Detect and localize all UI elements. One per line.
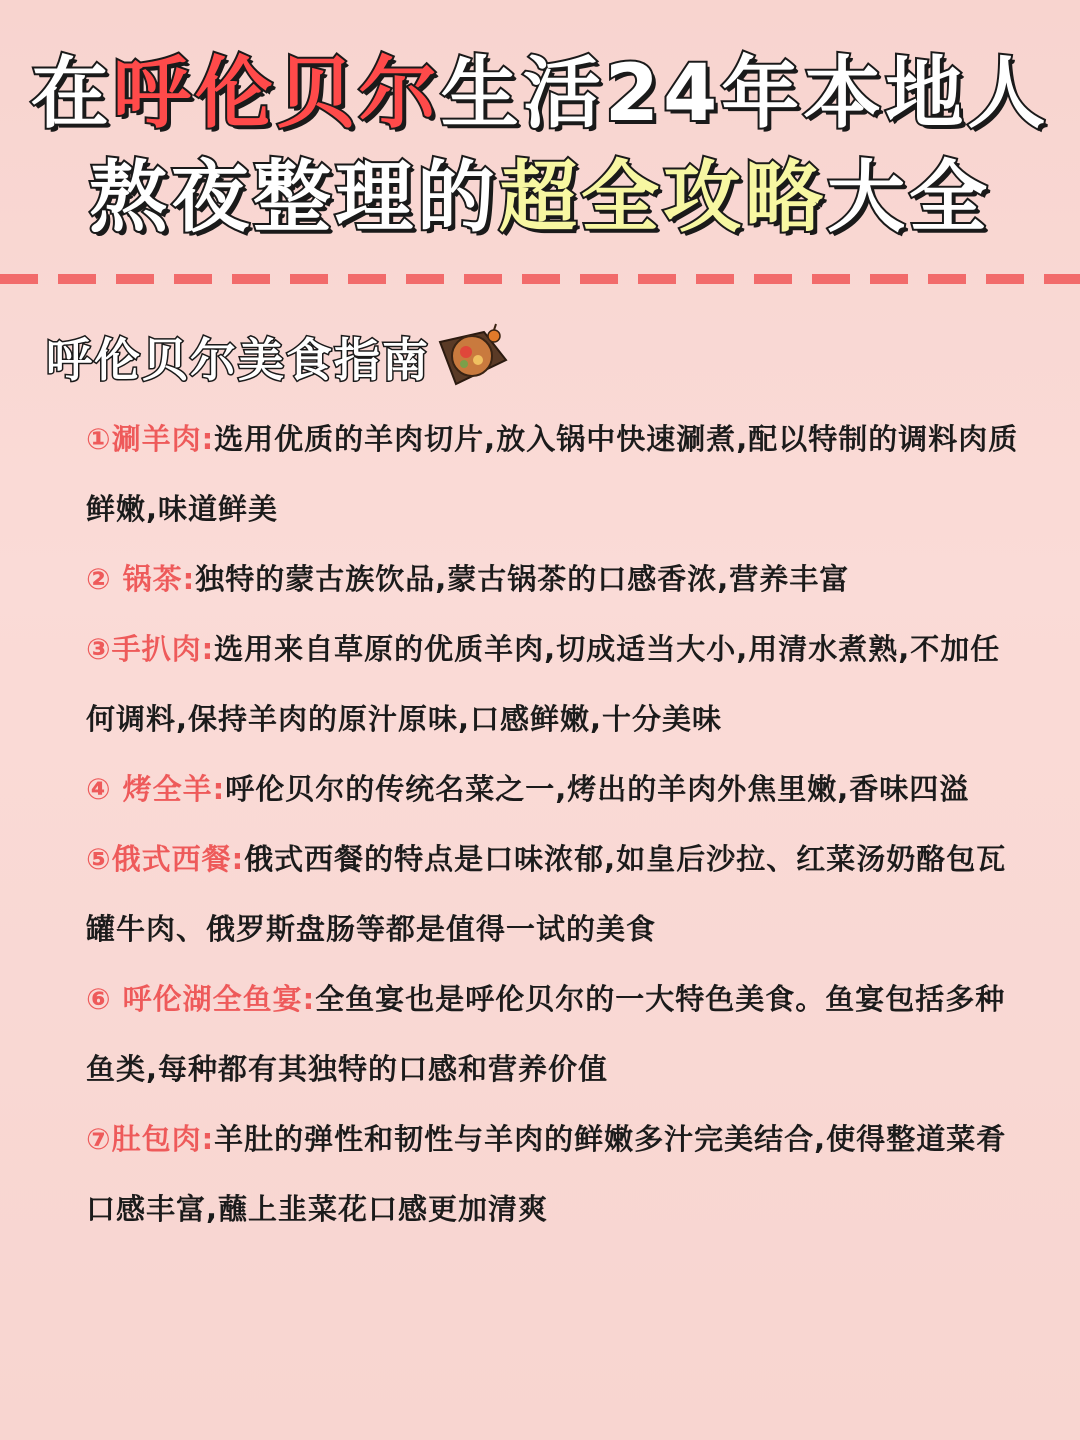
title-line-2	[0, 150, 1080, 246]
item-number: ②	[86, 562, 112, 596]
item-description: 全鱼宴也是呼伦贝尔的一大特色美食。鱼宴包括多种鱼类,每种都有其独特的口感和营养价值	[86, 982, 1006, 1086]
item-description: 选用来自草原的优质羊肉,切成适当大小,用清水煮熟,不加任何调料,保持羊肉的原汁原味,口感鲜嫩,十分美味	[86, 632, 1001, 736]
food-platter-icon	[436, 322, 512, 392]
list-item	[86, 614, 1026, 754]
item-description: 羊肚的弹性和韧性与羊肉的鲜嫩多汁完美结合,使得整道菜肴口感丰富,蘸上韭菜花口感更加清爽	[86, 1122, 1007, 1226]
section-title: 呼伦贝尔美食指南	[46, 333, 430, 387]
item-description: 呼伦贝尔的传统名菜之一,烤出的羊肉外焦里嫩,香味四溢	[225, 772, 970, 806]
list-item	[86, 1104, 1026, 1244]
item-number: ①	[86, 422, 112, 456]
list-item	[86, 964, 1026, 1104]
item-name: 俄式西餐:	[111, 842, 245, 876]
section-heading	[46, 322, 512, 392]
list-item	[86, 754, 1026, 824]
list-item	[86, 824, 1026, 964]
title-suffix: 生活24年本地人	[440, 49, 1050, 139]
item-name: 烤全羊:	[111, 772, 226, 806]
dashed-divider	[0, 274, 1080, 284]
item-number: ⑥	[86, 982, 112, 1016]
subtitle-suffix: 大全	[827, 153, 992, 243]
item-description: 选用优质的羊肉切片,放入锅中快速涮煮,配以特制的调料肉质鲜嫩,味道鲜美	[86, 422, 1019, 526]
list-item	[86, 404, 1026, 544]
item-name: 锅茶:	[111, 562, 196, 596]
item-name: 涮羊肉:	[111, 422, 215, 456]
title-highlight-city: 呼伦贝尔	[112, 49, 441, 139]
item-number: ④	[86, 772, 112, 806]
item-name: 肚包肉:	[111, 1122, 215, 1156]
item-description: 独特的蒙古族饮品,蒙古锅茶的口感香浓,营养丰富	[195, 562, 850, 596]
subtitle-prefix: 熬夜整理的	[88, 153, 499, 243]
title-prefix: 在	[30, 49, 113, 139]
item-number: ⑤	[86, 842, 112, 876]
list-item	[86, 544, 1026, 614]
item-number: ⑦	[86, 1122, 112, 1156]
subtitle-highlight: 超全攻略	[498, 153, 827, 243]
title-line-1	[0, 46, 1080, 142]
item-number: ③	[86, 632, 112, 666]
item-name: 手扒肉:	[111, 632, 215, 666]
food-list	[86, 404, 1026, 1244]
item-description: 俄式西餐的特点是口味浓郁,如皇后沙拉、红菜汤奶酪包瓦罐牛肉、俄罗斯盘肠等都是值得一试的美食	[86, 842, 1007, 946]
header-title	[0, 30, 1080, 246]
item-name: 呼伦湖全鱼宴:	[111, 982, 316, 1016]
